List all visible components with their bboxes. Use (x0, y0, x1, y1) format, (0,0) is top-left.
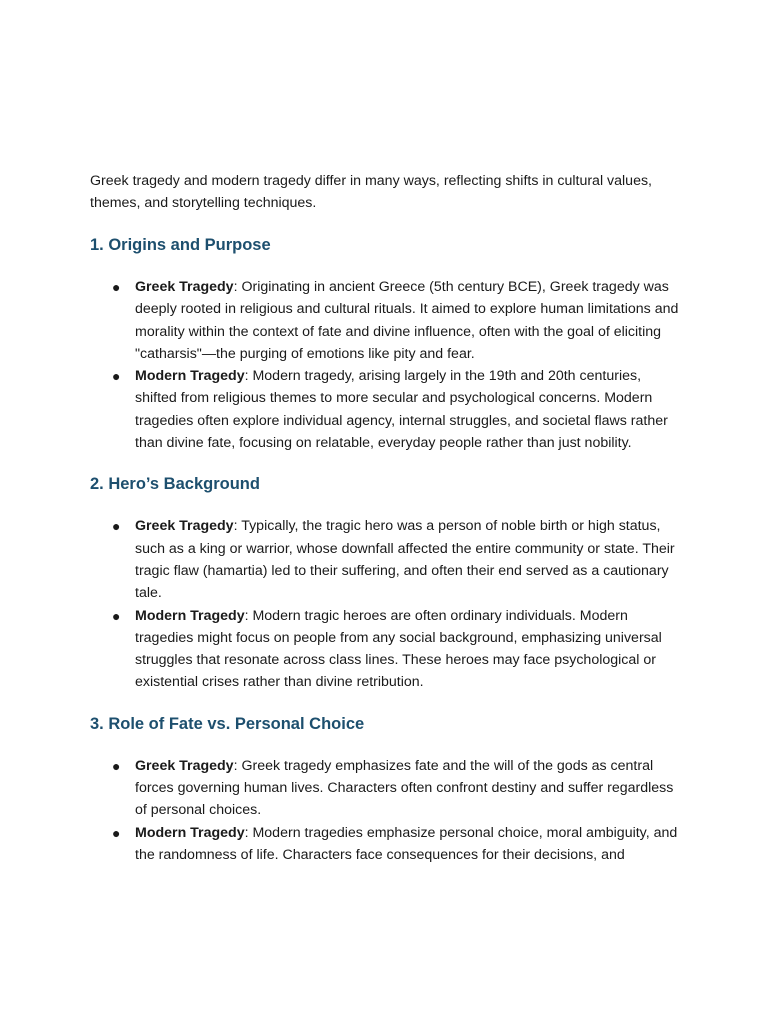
hero-list (90, 515, 680, 693)
section-heading-fate: 3. Role of Fate vs. Personal Choice (90, 714, 365, 733)
list-item (90, 276, 680, 365)
item-text: : Originating in ancient Greece (5th century BCE), Greek tragedy was deeply rooted in religious and cultural rituals. It aimed to explore human limitations and morality within the context of fate and divine influence, often with the goal of eliciting "catharsis"—the purging of emotions like pity and fear. (135, 279, 679, 362)
fate-list (90, 755, 680, 866)
list-item (90, 365, 680, 454)
item-text: : Modern tragic heroes are often ordinary individuals. Modern tragedies might focus on people from any social background, emphasizing universal struggles that resonate across class lines. These heroes may face psychological or existential crises rather than divine retribution. (135, 607, 662, 691)
bullet-icon: ● (112, 518, 121, 535)
item-label: Modern Tragedy (135, 824, 245, 841)
item-label: Greek Tragedy (135, 279, 234, 295)
item-text: : Modern tragedies emphasize personal choice, moral ambiguity, and the randomness of life. Characters face consequences for their decisions, and (135, 824, 678, 863)
list-item (90, 605, 680, 694)
bullet-icon: ● (112, 824, 121, 841)
section-heading-hero: 2. Hero’s Background (90, 475, 260, 494)
item-text: : Typically, the tragic hero was a person of noble birth or high status, such as a king or warrior, whose downfall affected the entire community or state. Their tragic flaw (hamartia) led to their suffering, and often their end served as a cautionary tale. (135, 518, 675, 602)
section-heading-origins: 1. Origins and Purpose (90, 236, 271, 254)
item-label: Greek Tragedy (135, 757, 234, 774)
item-label: Greek Tragedy (135, 518, 234, 535)
item-text: : Greek tragedy emphasizes fate and the will of the gods as central forces governing human lives. Characters often confront destiny and suffer regardless of personal choices. (135, 757, 674, 819)
list-item (90, 755, 680, 822)
list-item (90, 822, 680, 867)
item-label: Modern Tragedy (135, 607, 245, 624)
item-text: : Modern tragedy, arising largely in the 19th and 20th centuries, shifted from religious themes to more secular and psychological concerns. Modern tragedies often explore individual agency, internal struggles, and societal flaws rather than divine fate, focusing on relatable, everyday people rather than just nobility. (135, 368, 668, 452)
bullet-icon: ● (112, 607, 121, 624)
bullet-icon: ● (112, 368, 121, 385)
intro-paragraph: Greek tragedy and modern tragedy differ in many ways, reflecting shifts in cultural values, themes, and storytelling techniques. (90, 173, 652, 211)
origins-list (90, 276, 680, 454)
document-page (90, 170, 680, 866)
bullet-icon: ● (112, 757, 121, 774)
list-item (90, 515, 680, 604)
item-label: Modern Tragedy (135, 368, 245, 385)
bullet-icon: ● (112, 279, 121, 295)
